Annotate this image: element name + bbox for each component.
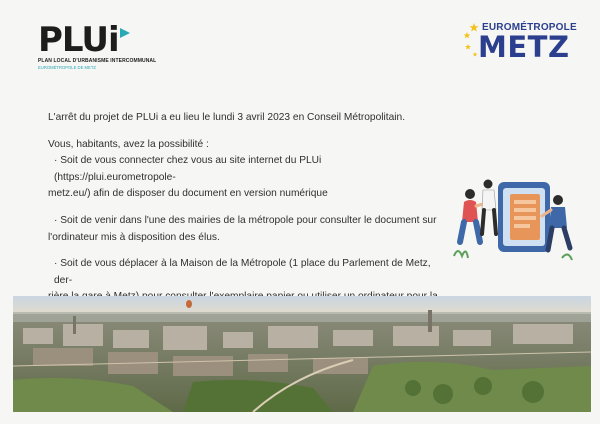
announcement-text <box>48 110 440 323</box>
people-with-tablet-illustration-icon <box>450 176 580 276</box>
option1-line1: · Soit de vous connecter chez vous au site internet du PLUi (https://plui.eurometropole- <box>54 155 322 183</box>
option2-line1: · Soit de venir dans l'une des mairies de la métropole pour consulter le document sur <box>54 214 437 226</box>
metz-logo-word: METZ <box>478 30 570 64</box>
plui-logo-word: PLUi <box>38 20 119 60</box>
options-heading: Vous, habitants, avez la possibilité : <box>48 138 209 150</box>
plui-logo <box>38 20 157 74</box>
plui-logo-subtitle: EUROMÉTROPOLE DE METZ <box>38 65 96 70</box>
intro-paragraph: L'arrêt du projet de PLUi a eu lieu le lundi 3 avril 2023 en Conseil Métropolitain. <box>48 112 406 123</box>
option3-line1: · Soit de vous déplacer à la Maison de la Métropole (1 place du Parlement de Metz, der- <box>54 258 431 286</box>
option1-line2: metz.eu/) afin de disposer du document en version numérique <box>48 188 328 200</box>
metz-logo-top: EUROMÉTROPOLE <box>482 22 577 33</box>
plui-logo-fullname: PLAN LOCAL D'URBANISME INTERCOMMUNAL <box>38 58 157 64</box>
eurometropole-metz-logo <box>462 20 580 64</box>
aerial-city-panorama-icon <box>13 296 591 412</box>
option2-line2: l'ordinateur mis à disposition des élus. <box>48 231 220 243</box>
city-panorama-photo <box>13 296 591 412</box>
plui-logo-mark-icon <box>118 26 132 40</box>
